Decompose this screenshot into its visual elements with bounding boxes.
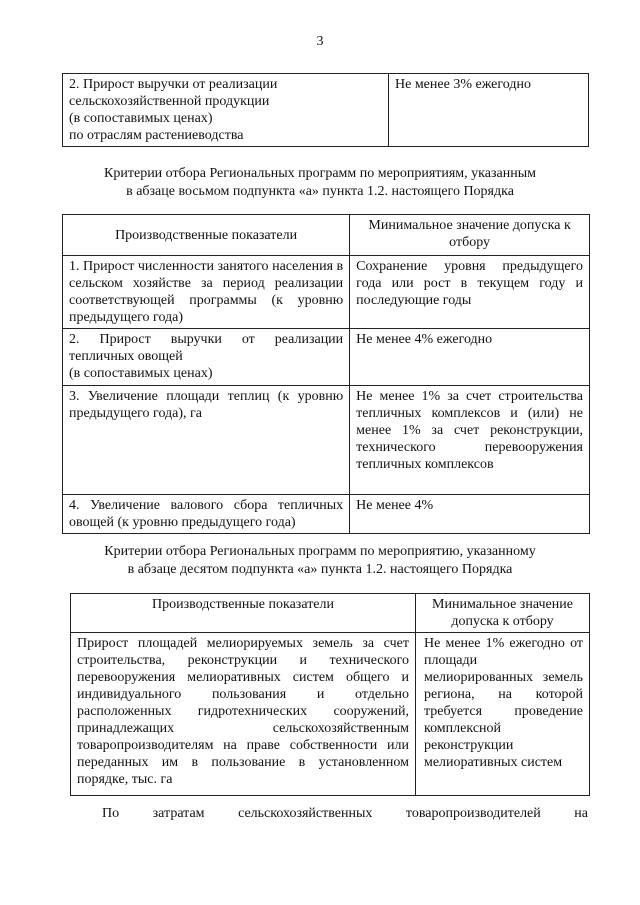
heading-line: Критерии отбора Региональных программ по мероприятию, указанному bbox=[104, 544, 536, 559]
table-row bbox=[63, 74, 589, 147]
table-row bbox=[63, 329, 590, 386]
indicator-cell: 1. Прирост численности занятого населения в сельском хозяйстве за период реализации соответствующей программы (к уровню предыдущего года) bbox=[63, 256, 350, 329]
indicator-cell: 4. Увеличение валового сбора тепличных овощей (к уровню предыдущего года) bbox=[63, 495, 350, 534]
closing-paragraph-line: По затратам сельскохозяйственных товаропроизводителей на bbox=[102, 806, 588, 821]
value-cell: Сохранение уровня предыдущего года или рост в текущем году и последующие годы bbox=[350, 256, 590, 329]
indicator-cell: Прирост площадей мелиорируемых земель за счет строительства, реконструкции и технического перевооружения мелиоративных систем общего и индивидуального пользования и отдельно расположенных гидротехнических сооружений, принадлежащих сельскохозяйственным товаропроизводителям на праве собственности или переданных им в пользование в установленном порядке, тыс. га bbox=[71, 633, 416, 796]
column-header-indicators: Производственные показатели bbox=[63, 215, 350, 256]
table-row bbox=[63, 256, 590, 329]
section-heading-1 bbox=[0, 165, 640, 201]
table-header-row bbox=[71, 594, 590, 633]
column-header-min-value: Минимальное значение допуска к отбору bbox=[415, 594, 589, 633]
indicator-cell bbox=[63, 74, 389, 147]
table-greenhouse-criteria bbox=[62, 214, 590, 534]
heading-line: в абзаце десятом подпункта «а» пункта 1.2. настоящего Порядка bbox=[127, 562, 513, 577]
table-row bbox=[71, 633, 590, 796]
value-cell: Не менее 4% ежегодно bbox=[350, 329, 590, 386]
heading-line: Критерии отбора Региональных программ по мероприятиям, указанным bbox=[104, 166, 536, 181]
table-melioration-criteria bbox=[70, 593, 590, 796]
column-header-min-value: Минимальное значение допуска к отбору bbox=[350, 215, 590, 256]
indicator-line: (в сопоставимых ценах) bbox=[69, 111, 213, 126]
value-cell: Не менее 3% ежегодно bbox=[389, 74, 589, 147]
indicator-line: 2. Прирост выручки от реализации bbox=[69, 77, 278, 92]
column-header-indicators: Производственные показатели bbox=[71, 594, 416, 633]
section-heading-2 bbox=[0, 543, 640, 579]
heading-line: в абзаце восьмом подпункта «а» пункта 1.2. настоящего Порядка bbox=[126, 184, 514, 199]
indicator-line: 2. Прирост выручки от реализации тепличных овощей bbox=[69, 332, 344, 364]
page-number: 3 bbox=[316, 34, 324, 49]
indicator-cell: 3. Увеличение площади теплиц (к уровню предыдущего года), га bbox=[63, 386, 350, 495]
table-row bbox=[63, 386, 590, 495]
value-cell: Не менее 1% ежегодно от площади мелиорированных земель региона, на которой требуется проведение комплексной реконструкции мелиоративных систем bbox=[415, 633, 589, 796]
indicator-line: сельскохозяйственной продукции bbox=[69, 94, 270, 109]
table-row bbox=[63, 495, 590, 534]
indicator-line: по отраслям растениеводства bbox=[69, 128, 244, 143]
indicator-cell bbox=[63, 329, 350, 386]
table-growth-revenue-crops bbox=[62, 73, 589, 147]
table-header-row bbox=[63, 215, 590, 256]
value-cell: Не менее 4% bbox=[350, 495, 590, 534]
indicator-line: (в сопоставимых ценах) bbox=[69, 366, 213, 381]
value-cell: Не менее 1% за счет строительства тепличных комплексов и (или) не менее 1% за счет реконструкции, технического перевооружения тепличных комплексов bbox=[350, 386, 590, 495]
